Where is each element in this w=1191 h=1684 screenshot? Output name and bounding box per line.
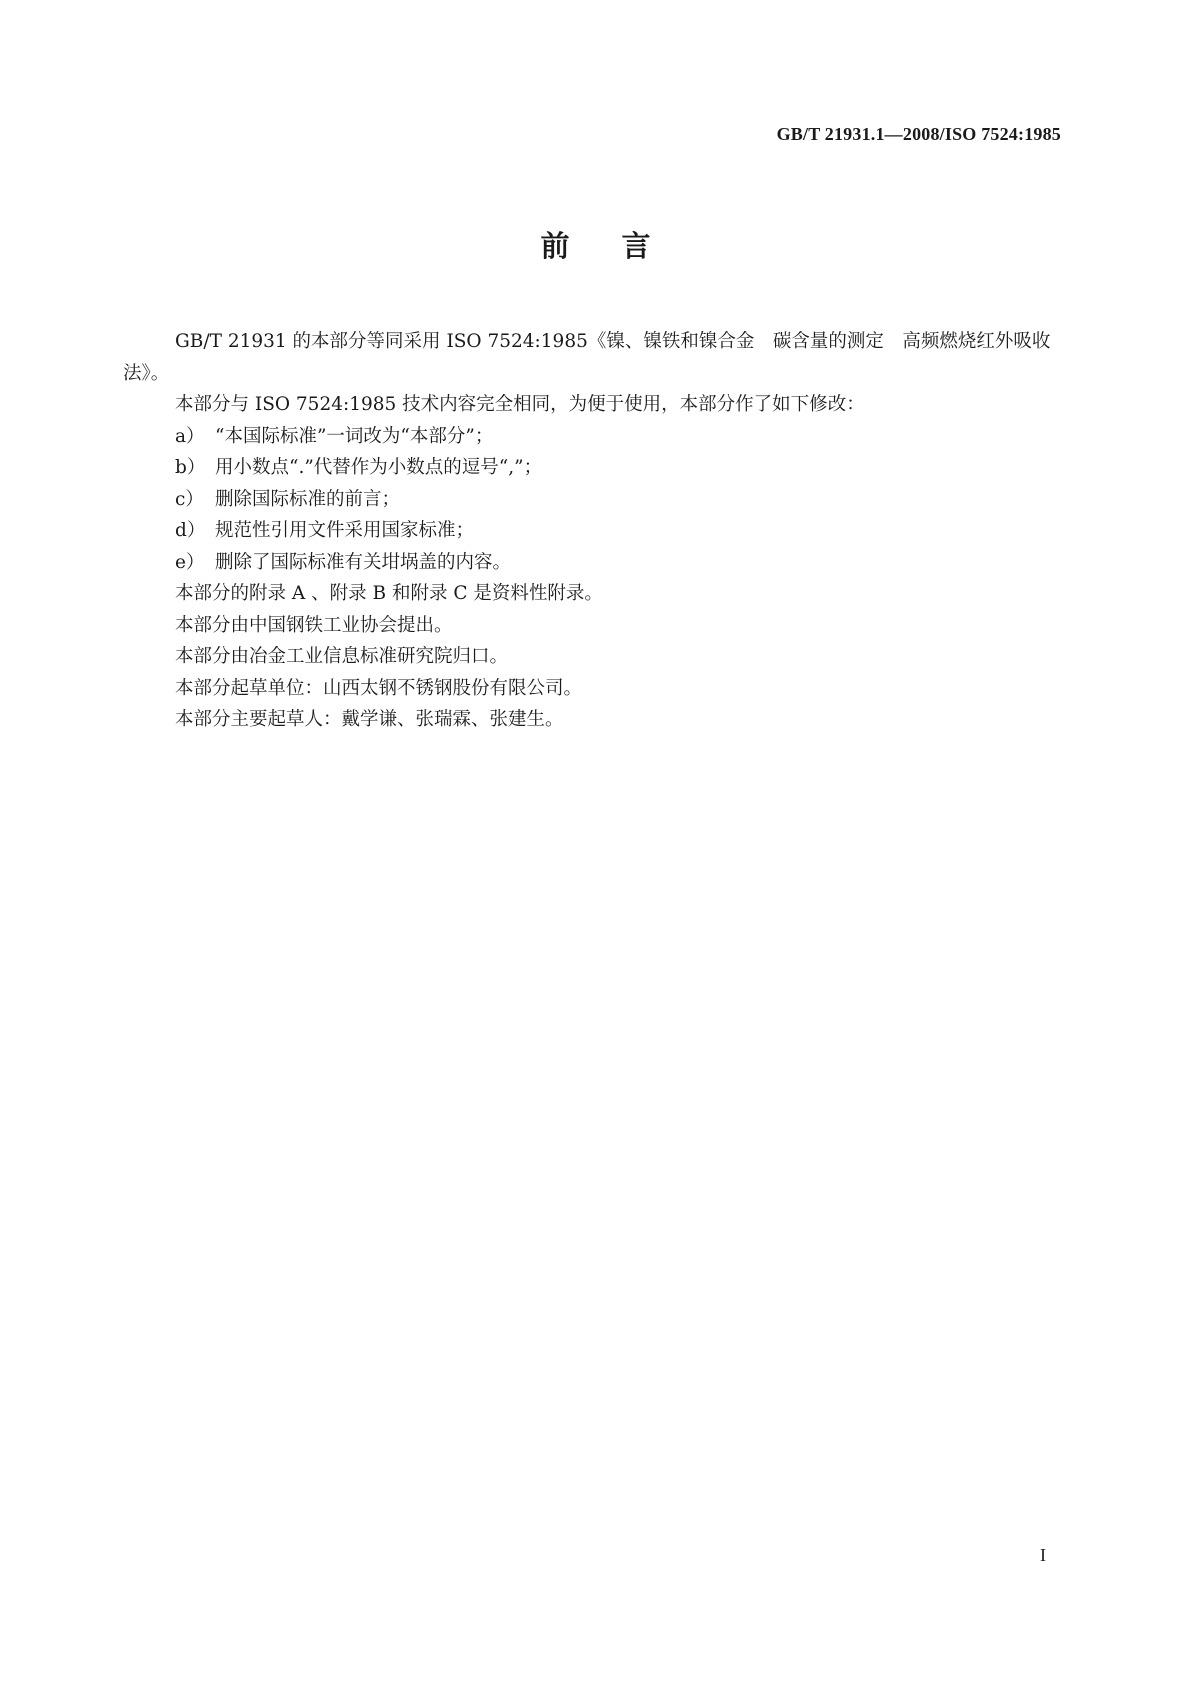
closing-paragraph: 本部分起草单位：山西太钢不锈钢股份有限公司。	[175, 677, 583, 699]
closing-paragraph: 本部分由冶金工业信息标准研究院归口。	[175, 646, 509, 667]
standard-code-header: GB/T 21931.1—2008/ISO 7524:1985	[776, 124, 1061, 144]
list-marker: e）	[175, 551, 205, 573]
list-marker: b）	[175, 457, 206, 478]
list-item-text: 用小数点“.”代替作为小数点的逗号“,”；	[215, 457, 543, 478]
list-item-text: “本国际标准”一词改为“本部分”；	[215, 425, 494, 447]
list-marker: a）	[175, 425, 205, 447]
list-item	[123, 421, 1068, 453]
list-item-text: 删除国际标准的前言；	[215, 488, 401, 510]
list-marker: d）	[175, 520, 206, 541]
list-item	[123, 484, 1068, 516]
closing-paragraph: 本部分由中国钢铁工业协会提出。	[175, 614, 453, 636]
page-number: I	[1040, 1545, 1046, 1565]
list-item	[123, 452, 1068, 484]
intro-paragraph: 本部分与 ISO 7524:1985 技术内容完全相同，为便于使用，本部分作了如下修改：	[175, 394, 865, 415]
list-marker: c）	[175, 488, 204, 510]
list-item-text: 删除了国际标准有关坩埚盖的内容。	[215, 551, 512, 573]
page-title: 前言	[540, 229, 703, 263]
document-body	[123, 326, 1068, 736]
intro-paragraph: GB/T 21931 的本部分等同采用 ISO 7524:1985《镍、镍铁和镍合金 碳含量的测定 高频燃烧红外吸收法》。	[123, 331, 1051, 384]
list-item-text: 规范性引用文件采用国家标准；	[215, 520, 475, 541]
list-item	[123, 515, 1068, 547]
closing-paragraph: 本部分主要起草人：戴学谦、张瑞霖、张建生。	[175, 709, 564, 730]
closing-paragraph: 本部分的附录 A 、附录 B 和附录 C 是资料性附录。	[175, 583, 603, 604]
list-item	[123, 547, 1068, 579]
